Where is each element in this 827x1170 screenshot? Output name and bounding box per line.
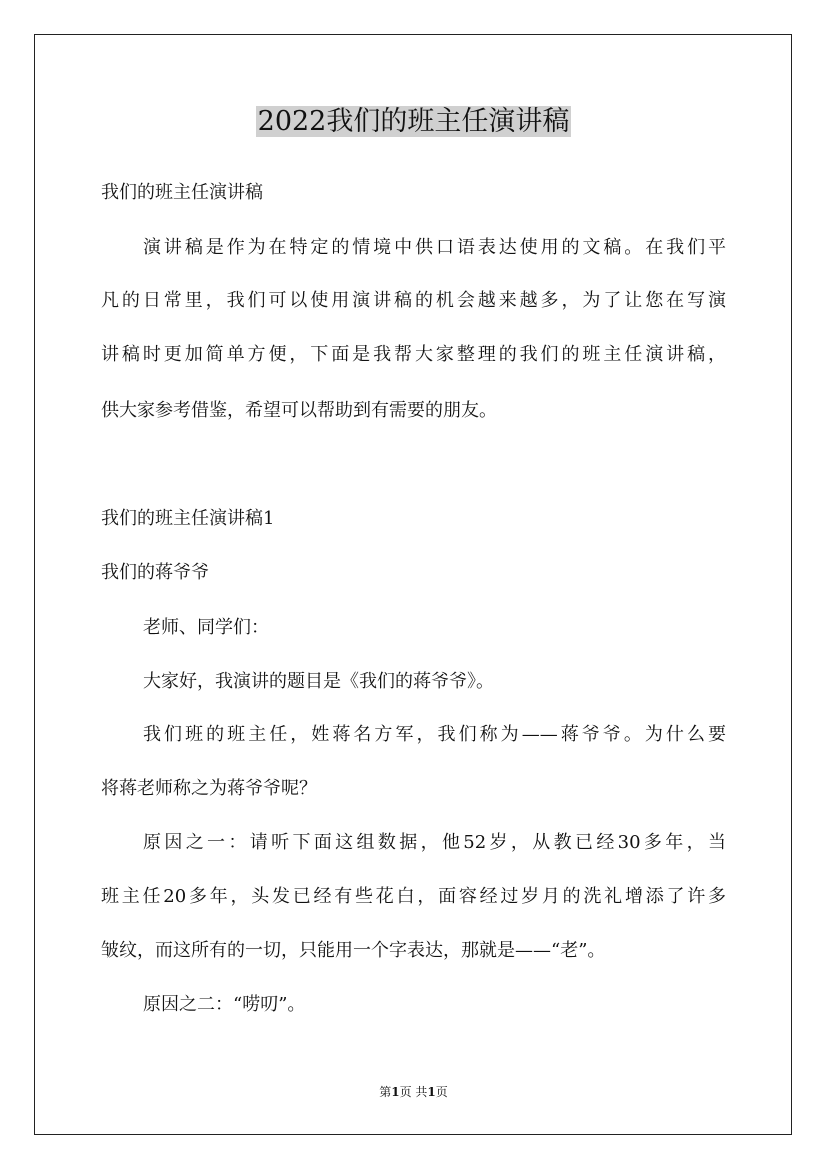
intro-line-2: 凡的日常里，我们可以使用演讲稿的机会越来越多，为了让您在写演 <box>101 290 726 311</box>
document-subtitle: 我们的班主任演讲稿 <box>101 182 263 203</box>
speech-title: 我们的蒋爷爷 <box>101 562 209 583</box>
footer-suffix: 页 <box>435 1085 448 1099</box>
footer-prefix: 第 <box>379 1085 392 1099</box>
footer-total-pages: 1 <box>427 1085 436 1099</box>
footer-mid: 页 共 <box>399 1085 428 1099</box>
para2-line-2: 班主任20多年，头发已经有些花白，面容经过岁月的洗礼增添了许多 <box>101 886 726 907</box>
document-title-text: 2022我们的班主任演讲稿 <box>257 106 570 137</box>
page-footer <box>0 1083 827 1101</box>
intro-line-4: 供大家参考借鉴，希望可以帮助到有需要的朋友。 <box>101 400 497 421</box>
para3-line: 原因之二：“唠叨”。 <box>143 994 306 1015</box>
para1-line-1: 我们班的班主任，姓蒋名方军，我们称为——蒋爷爷。为什么要 <box>143 724 726 745</box>
section-heading: 我们的班主任演讲稿1 <box>101 508 275 529</box>
para2-line-3: 皱纹，而这所有的一切，只能用一个字表达，那就是——“老”。 <box>101 940 606 961</box>
intro-line-1: 演讲稿是作为在特定的情境中供口语表达使用的文稿。在我们平 <box>143 237 726 258</box>
greeting: 老师、同学们： <box>143 617 269 638</box>
opening-line: 大家好，我演讲的题目是《我们的蒋爷爷》。 <box>143 671 494 692</box>
footer-current-page: 1 <box>391 1085 400 1099</box>
para2-line-1: 原因之一：请听下面这组数据，他52岁，从教已经30多年，当 <box>143 832 726 853</box>
document-title <box>0 102 827 142</box>
intro-line-3: 讲稿时更加简单方便，下面是我帮大家整理的我们的班主任演讲稿， <box>101 344 726 365</box>
para1-line-2: 将蒋老师称之为蒋爷爷呢？ <box>101 778 317 799</box>
